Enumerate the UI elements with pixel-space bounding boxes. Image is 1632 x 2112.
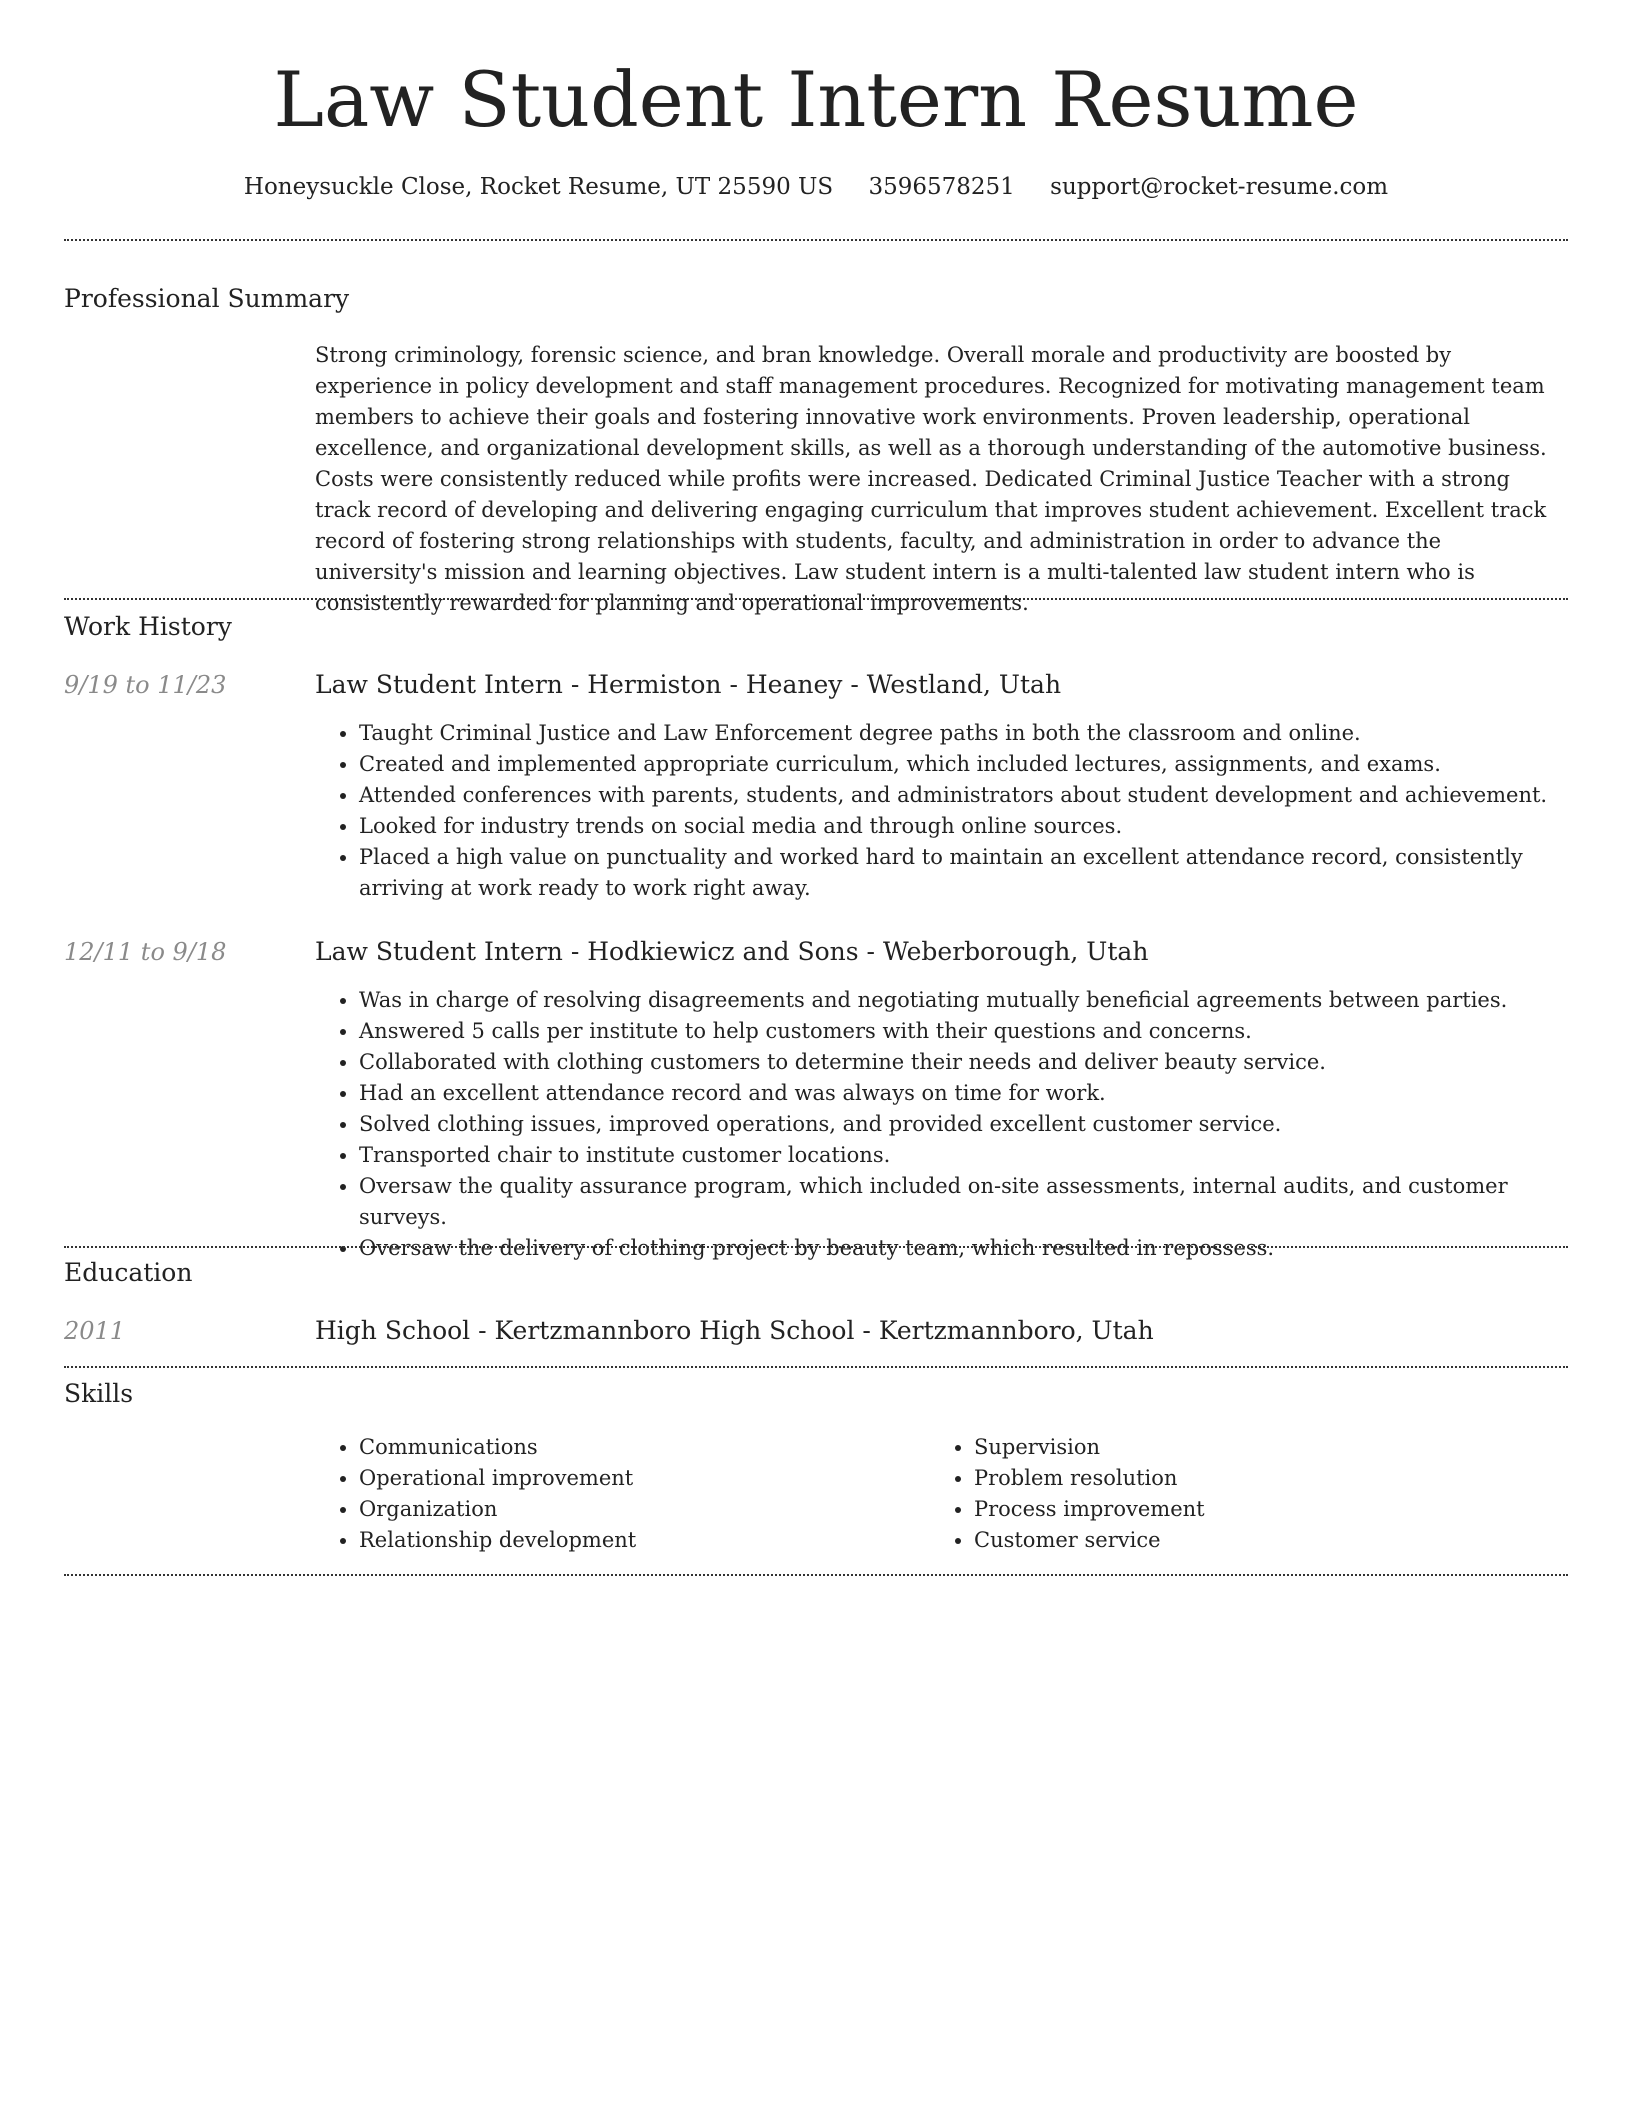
list-item: • Oversaw the delivery of clothing project by beauty team, which resulted in repossess. xyxy=(359,1233,1568,1264)
list-item: • Taught Criminal Justice and Law Enforcement degree paths in both the classroom and online. xyxy=(359,718,1568,749)
skills-list-right xyxy=(930,1432,1205,1556)
list-item: • Problem resolution xyxy=(974,1463,1205,1494)
list-item: • Solved clothing issues, improved operations, and provided excellent customer service. xyxy=(359,1109,1568,1140)
list-item: • Organization xyxy=(359,1494,636,1525)
job-dates: 9/19 to 11/23 xyxy=(64,671,227,699)
section-divider xyxy=(64,1574,1568,1576)
job-title: Law Student Intern - Hodkiewicz and Sons - Weberborough, Utah xyxy=(315,937,1149,966)
job-dates: 12/11 to 9/18 xyxy=(64,938,227,966)
education-title: High School - Kertzmannboro High School - Kertzmannboro, Utah xyxy=(315,1316,1154,1345)
skills-heading: Skills xyxy=(64,1379,134,1408)
list-item: • Placed a high value on punctuality and worked hard to maintain an excellent attendance record, consistently arriving at work ready to work right away. xyxy=(359,842,1568,904)
list-item: • Created and implemented appropriate curriculum, which included lectures, assignments, and exams. xyxy=(359,749,1568,780)
list-item: • Attended conferences with parents, students, and administrators about student development and achievement. xyxy=(359,780,1568,811)
education-heading: Education xyxy=(64,1258,193,1287)
contact-line xyxy=(64,170,1568,204)
contact-address: Honeysuckle Close, Rocket Resume, UT 25590 US xyxy=(243,174,834,200)
education-date: 2011 xyxy=(64,1317,126,1345)
list-item: • Operational improvement xyxy=(359,1463,636,1494)
list-item: • Transported chair to institute customer locations. xyxy=(359,1140,1568,1171)
list-item: • Collaborated with clothing customers to determine their needs and deliver beauty service. xyxy=(359,1047,1568,1078)
list-item: • Communications xyxy=(359,1432,636,1463)
list-item: • Supervision xyxy=(974,1432,1205,1463)
section-divider xyxy=(64,598,1568,600)
contact-email: support@rocket-resume.com xyxy=(1050,174,1389,200)
list-item: • Relationship development xyxy=(359,1525,636,1556)
job-bullets xyxy=(315,985,1568,1264)
section-divider xyxy=(64,1246,1568,1248)
job-bullets xyxy=(315,718,1568,904)
list-item: • Oversaw the quality assurance program, which included on-site assessments, internal audits, and customer surveys. xyxy=(359,1171,1568,1233)
section-divider xyxy=(64,239,1568,241)
list-item: • Answered 5 calls per institute to help customers with their questions and concerns. xyxy=(359,1016,1568,1047)
skills-list-left xyxy=(315,1432,636,1556)
resume-title: Law Student Intern Resume xyxy=(273,55,1359,144)
list-item: • Had an excellent attendance record and was always on time for work. xyxy=(359,1078,1568,1109)
job-title: Law Student Intern - Hermiston - Heaney - Westland, Utah xyxy=(315,670,1062,699)
summary-heading: Professional Summary xyxy=(64,284,350,313)
list-item: • Process improvement xyxy=(974,1494,1205,1525)
list-item: • Customer service xyxy=(974,1525,1205,1556)
list-item: • Looked for industry trends on social media and through online sources. xyxy=(359,811,1568,842)
section-divider xyxy=(64,1366,1568,1368)
contact-phone: 3596578251 xyxy=(868,174,1015,200)
list-item: • Was in charge of resolving disagreements and negotiating mutually beneficial agreements between parties. xyxy=(359,985,1568,1016)
work-history-heading: Work History xyxy=(64,612,232,641)
summary-text: Strong criminology, forensic science, and bran knowledge. Overall morale and productivity are boosted by experience in policy development and staff management procedures. Recognized for motivating management team members to achieve their goals and fostering innovative work environments. Proven leadership, operational excellence, and organizational development skills, as well as a thorough understanding of the automotive business. Costs were consistently reduced while profits were increased. Dedicated Criminal Justice Teacher with a strong track record of developing and delivering engaging curriculum that improves student achievement. Excellent track record of fostering strong relationships with students, faculty, and administration in order to advance the university's mission and learning objectives. Law student intern is a multi-talented law student intern who is consistently rewarded for planning and operational improvements. xyxy=(315,343,1547,615)
